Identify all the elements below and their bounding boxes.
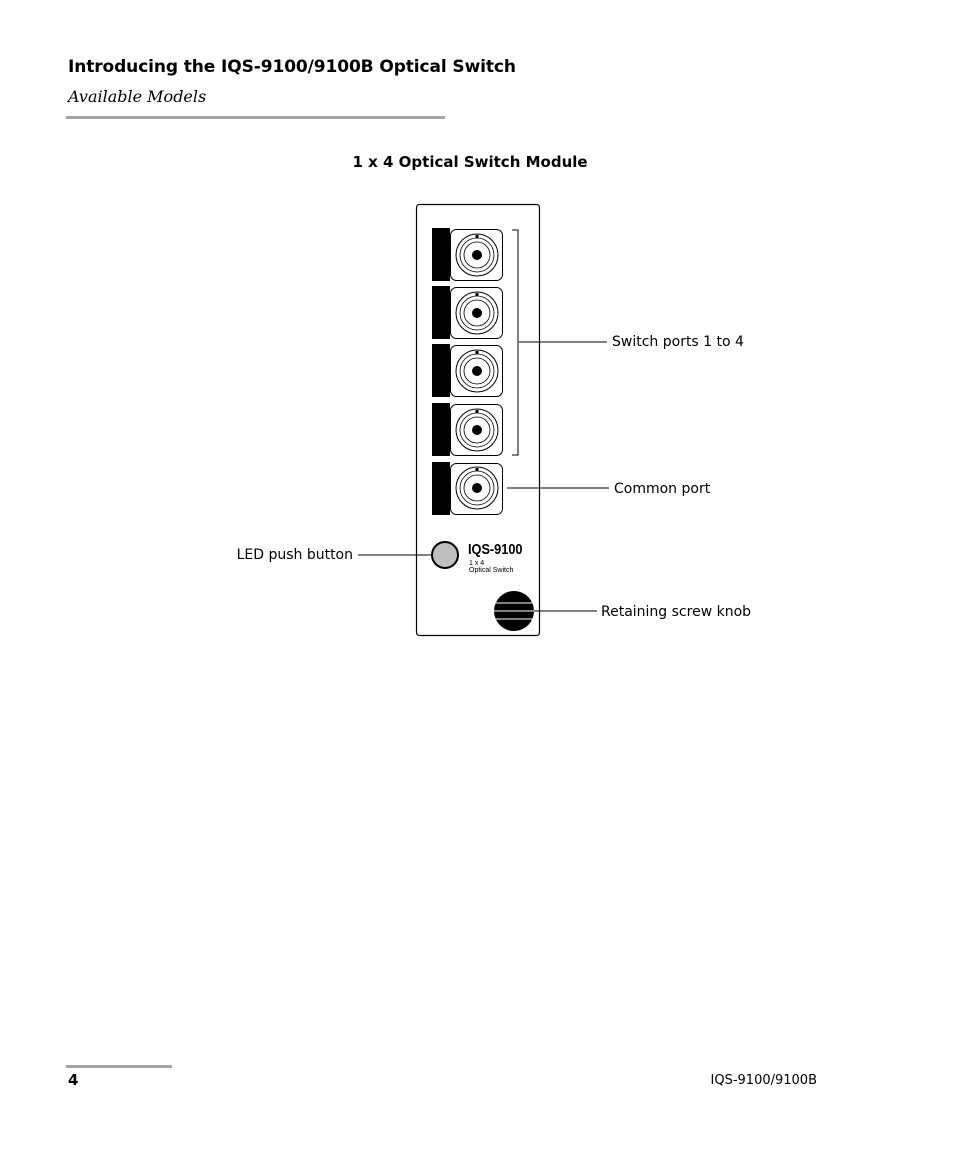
retaining-screw-knob [494,591,534,631]
screw-knob-callout: Retaining screw knob [601,604,752,620]
document-id: IQS-9100/9100B [710,1073,817,1088]
switch-port-4 [432,403,503,456]
page-number: 4 [68,1071,79,1089]
led-push-button [432,542,458,568]
common-port-callout: Common port [614,481,711,497]
switch-ports-callout: Switch ports 1 to 4 [612,334,744,350]
module-config-label: 1 x 4 [469,560,485,567]
figure-title: 1 x 4 Optical Switch Module [352,153,588,171]
led-button-callout: LED push button [236,547,353,563]
footer-divider [66,1065,172,1068]
section-subtitle: Available Models [68,87,207,106]
common-port [432,462,503,515]
module-type-label: Optical Switch [469,567,514,574]
section-title: Introducing the IQS-9100/9100B Optical Switch [68,57,516,77]
switch-port-1 [432,228,503,281]
switch-port-3 [432,344,503,397]
module-model-label: IQS-9100 [468,539,523,558]
switch-port-2 [432,286,503,339]
